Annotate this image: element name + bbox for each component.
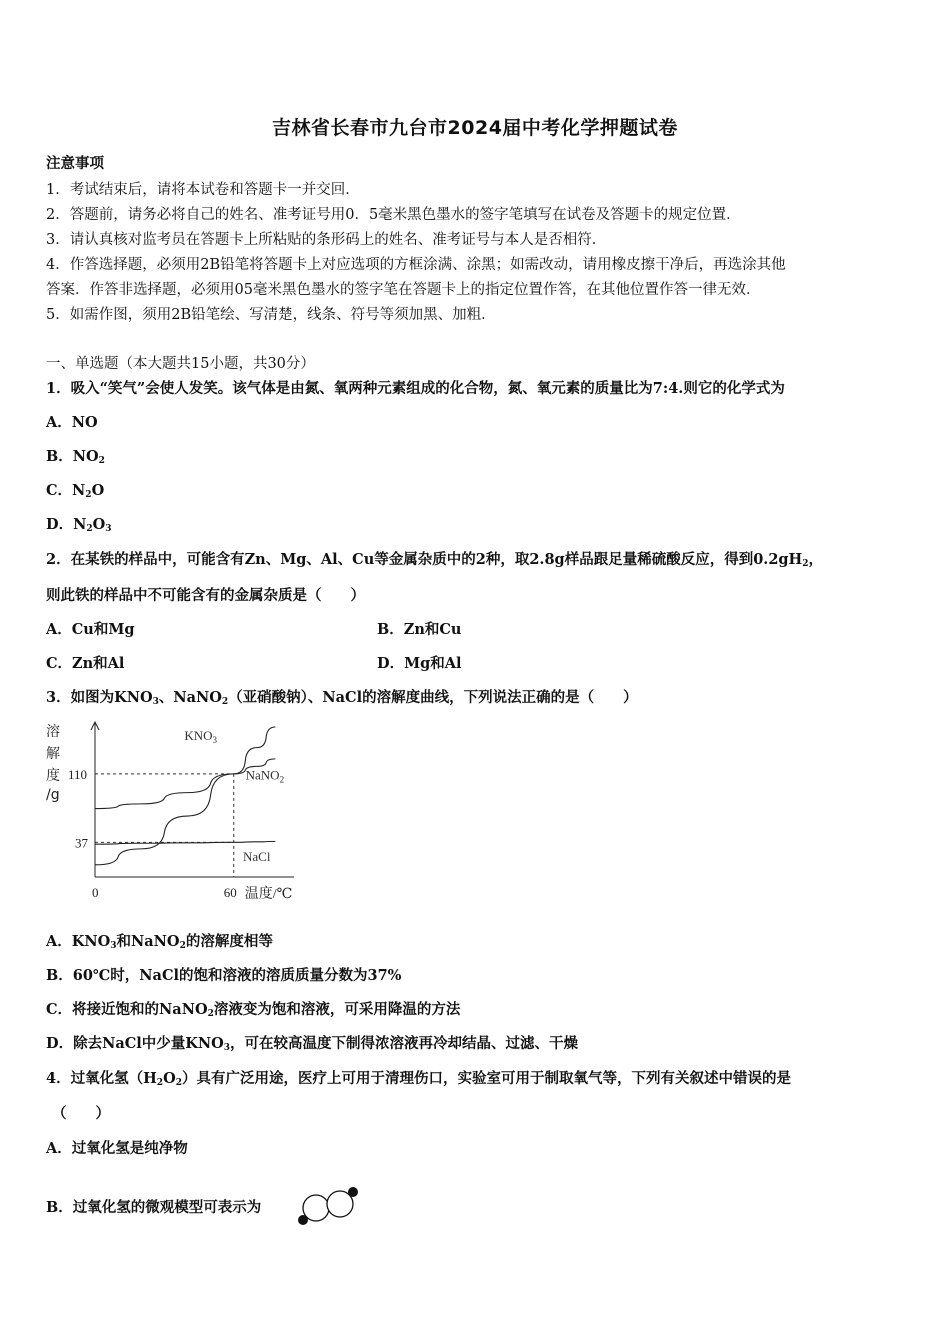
question-4-stem-line2: （ ） <box>52 1105 110 1122</box>
q1-option-b: B．$NO_2$ <box>46 448 105 466</box>
notice-item: 4．作答选择题，必须用2B铅笔将答题卡上对应选项的方框涂满、涂黑；如需改动，请用橡皮擦干净后，再选涂其他 <box>46 257 786 273</box>
q3-option-a: A．$KNO_3$和NaNO$_2$的溶解度相等 <box>46 933 273 951</box>
y-axis-label-char: 度 <box>46 768 60 784</box>
x-tick-label: 60 <box>223 885 237 900</box>
question-2-stem: 2．在某铁的样品中，可能含有Zn、Mg、Al、Cu等金属杂质中的2种，取2.8g样品跟足量稀硫酸反应，得到$0.2gH_2$， <box>46 551 824 569</box>
notice-item: 1．考试结束后，请将本试卷和答题卡一并交回． <box>46 182 360 198</box>
series-line-nano2 <box>95 759 275 809</box>
series-label-kno3: $KNO_3$ <box>184 728 218 746</box>
q3-option-d: D．除去NaCl中少量$KNO_3$，可在较高温度下制得浓溶液再冷却结晶、过滤、干燥 <box>46 1035 579 1053</box>
notice-item: 2．答题前，请务必将自己的姓名、准考证号用0．5毫米黑色墨水的签字笔填写在试卷及答题卡的规定位置． <box>46 207 741 223</box>
q1-option-c: C．$N_2O$ <box>46 482 105 500</box>
q1-option-a: A．NO <box>46 414 98 431</box>
notice-item: 答案．作答非选择题，必须用05毫米黑色墨水的签字笔在答题卡上的指定位置作答，在其他位置作答一律无效． <box>46 282 761 298</box>
question-1-stem: 1．吸入“笑气”会使人发笑。该气体是由氮、氧两种元素组成的化合物，氮、氧元素的质量比为7:4.则它的化学式为 <box>46 380 785 397</box>
series-label-nano2: NaNO$_2$ <box>245 767 285 785</box>
question-2-stem-line2: 则此铁的样品中不可能含有的金属杂质是（ ） <box>46 587 365 604</box>
series-label-nacl: NaCl <box>243 849 271 864</box>
y-axis-label-char: 溶 <box>46 724 60 740</box>
question-4-stem: 4．过氧化氢$(H_2O_2)$具有广泛用途，医疗上可用于清理伤口，实验室可用于制取氧气等，下列有关叙述中错误的是 <box>46 1070 791 1088</box>
q3-option-b: B．60℃时，NaCl的饱和溶液的溶质质量分数为37% <box>46 967 402 984</box>
hydrogen-atom <box>298 1215 308 1225</box>
series-line-nacl <box>95 841 275 844</box>
y-axis-label-char: 解 <box>46 746 60 762</box>
section-heading: 一、单选题（本大题共15小题，共30分） <box>46 356 315 372</box>
y-tick-label: 110 <box>68 766 88 782</box>
question-3-stem: 3．如图为$KNO_3$、NaNO$_2$（亚硝酸钠）、NaCl的溶解度曲线，下列说法正确的是（ ） <box>46 689 638 707</box>
q3-option-c: C．将接近饱和的NaNO$_2$溶液变为饱和溶液，可采用降温的方法 <box>46 1001 461 1019</box>
q2-option-a: A．Cu和Mg <box>46 621 135 638</box>
y-axis-label-char: /g <box>46 787 60 803</box>
x-tick-label: 0 <box>92 885 99 900</box>
notice-item: 3．请认真核对监考员在答题卡上所粘贴的条形码上的姓名、准考证号与本人是否相符． <box>46 232 607 248</box>
hydrogen-atom <box>348 1187 358 1197</box>
notice-heading: 注意事项 <box>46 156 104 172</box>
q2-option-d: D．Mg和Al <box>377 655 462 672</box>
page-title: 吉林省长春市九台市2024届中考化学押题试卷 <box>272 117 678 139</box>
q2-option-c: C．Zn和Al <box>46 655 125 672</box>
chart-canvas <box>40 715 320 910</box>
h2o2-molecule-model <box>296 1186 360 1226</box>
q1-option-d: D．$N_2O_3$ <box>46 516 112 534</box>
q4-option-a: A．过氧化氢是纯净物 <box>46 1140 188 1157</box>
notice-item: 5．如需作图，须用2B铅笔绘、写清楚，线条、符号等须加黑、加粗． <box>46 307 496 323</box>
q4-option-b: B．过氧化氢的微观模型可表示为 <box>46 1199 262 1216</box>
series-line-kno3 <box>95 727 275 865</box>
q2-option-b: B．Zn和Cu <box>377 621 462 638</box>
y-tick-label: 37 <box>75 835 88 851</box>
solubility-chart <box>40 715 320 910</box>
x-axis-label: 温度/℃ <box>244 887 293 902</box>
